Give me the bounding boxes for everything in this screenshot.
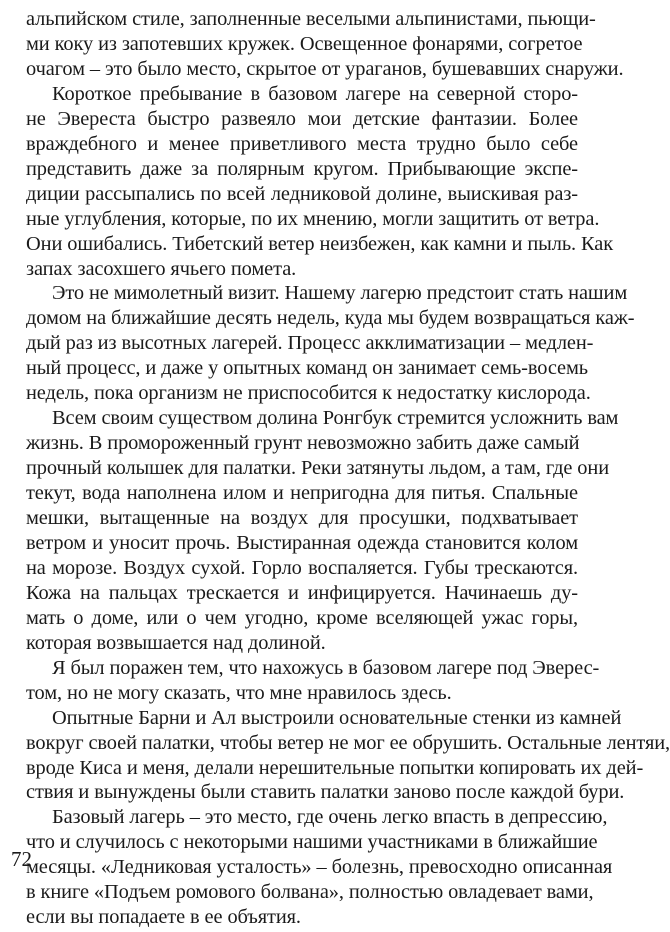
text-line: текут, вода наполнена илом и непригодна для питья. Спальные — [26, 482, 578, 505]
text-line: дый раз из высотных лагерей. Процесс акклиматизации – медлен- — [26, 332, 594, 355]
text-line: если вы попадаете в ее объятия. — [26, 906, 301, 929]
text-line: Они ошибались. Тибетский ветер неизбежен, как камни и пыль. Как — [26, 232, 614, 255]
text-line: вроде Киса и меня, делали нерешительные попытки копировать их дей- — [26, 756, 644, 779]
text-line: Кожа на пальцах трескается и инфицируется. Начинаешь ду- — [26, 581, 578, 604]
text-line: очагом – это было место, скрытое от ураганов, бушевавших снаружи. — [26, 57, 624, 80]
text-line: недель, пока организм не приспособится к недостатку кислорода. — [26, 382, 591, 405]
text-line: мать о доме, или о чем угодно, кроме вселяющей ужас горы, — [26, 606, 578, 629]
text-line: на морозе. Воздух сухой. Горло воспаляется. Губы трескаются. — [26, 556, 578, 579]
text-line: которая возвышается над долиной. — [26, 631, 326, 654]
text-line: том, но не могу сказать, что мне нравилось здесь. — [26, 681, 452, 704]
text-line: диции рассыпались по всей ледниковой долине, выискивая раз- — [26, 182, 578, 205]
text-line: месяцы. «Ледниковая усталость» – болезнь, превосходно описанная — [26, 856, 613, 879]
text-line: в книге «Подъем ромового болвана», полностью овладевает вами, — [26, 881, 594, 904]
text-line: ный процесс, и даже у опытных команд он занимает семь-восемь — [26, 357, 588, 380]
text-line: Короткое пребывание в базовом лагере на северной сторо- — [52, 82, 578, 105]
text-line: враждебного и менее приветливого места трудно было себе — [26, 132, 578, 155]
text-line: прочный колышек для палатки. Реки затянуты льдом, а там, где они — [26, 457, 610, 480]
text-line: жизнь. В промороженный грунт невозможно забить даже самый — [26, 432, 580, 455]
page-number: 72 — [11, 847, 32, 871]
text-line: Это не мимолетный визит. Нашему лагерю предстоит стать нашим — [52, 282, 628, 305]
text-line: ствия и вынуждены были ставить палатки заново после каждой бури. — [26, 781, 625, 804]
text-line: запах засохшего ячьего помета. — [26, 257, 297, 280]
text-line: Я был поражен тем, что нахожусь в базовом лагере под Эверес- — [52, 656, 600, 679]
text-line: вокруг своей палатки, чтобы ветер не мог ее обрушить. Остальные лентяи, — [26, 731, 670, 754]
text-line: ми коку из запотевших кружек. Освещенное фонарями, согретое — [26, 32, 583, 55]
text-line: ные углубления, которые, по их мнению, могли защитить от ветра. — [26, 207, 600, 230]
text-line: представить даже за полярным кругом. Прибывающие экспе- — [26, 157, 578, 180]
text-line: ветром и уносит прочь. Выстиранная одежда становится колом — [26, 531, 578, 554]
text-line: не Эвереста быстро развеяло мои детские фантазии. Более — [26, 107, 578, 130]
text-line: альпийском стиле, заполненные веселыми альпинистами, пьющи- — [26, 8, 596, 30]
text-line: что и случилось с некоторыми нашими участниками в ближайшие — [26, 831, 598, 854]
text-line: домом на ближайшие десять недель, куда мы будем возвращаться каж- — [26, 307, 635, 330]
text-line: Базовый лагерь – это место, где очень легко впасть в депрессию, — [52, 806, 608, 829]
text-line: мешки, вытащенные на воздух для просушки, подхватывает — [26, 507, 578, 529]
text-line: Всем своим существом долина Ронгбук стремится усложнить вам — [52, 407, 619, 430]
text-line: Опытные Барни и Ал выстроили основательные стенки из камней — [52, 706, 622, 729]
